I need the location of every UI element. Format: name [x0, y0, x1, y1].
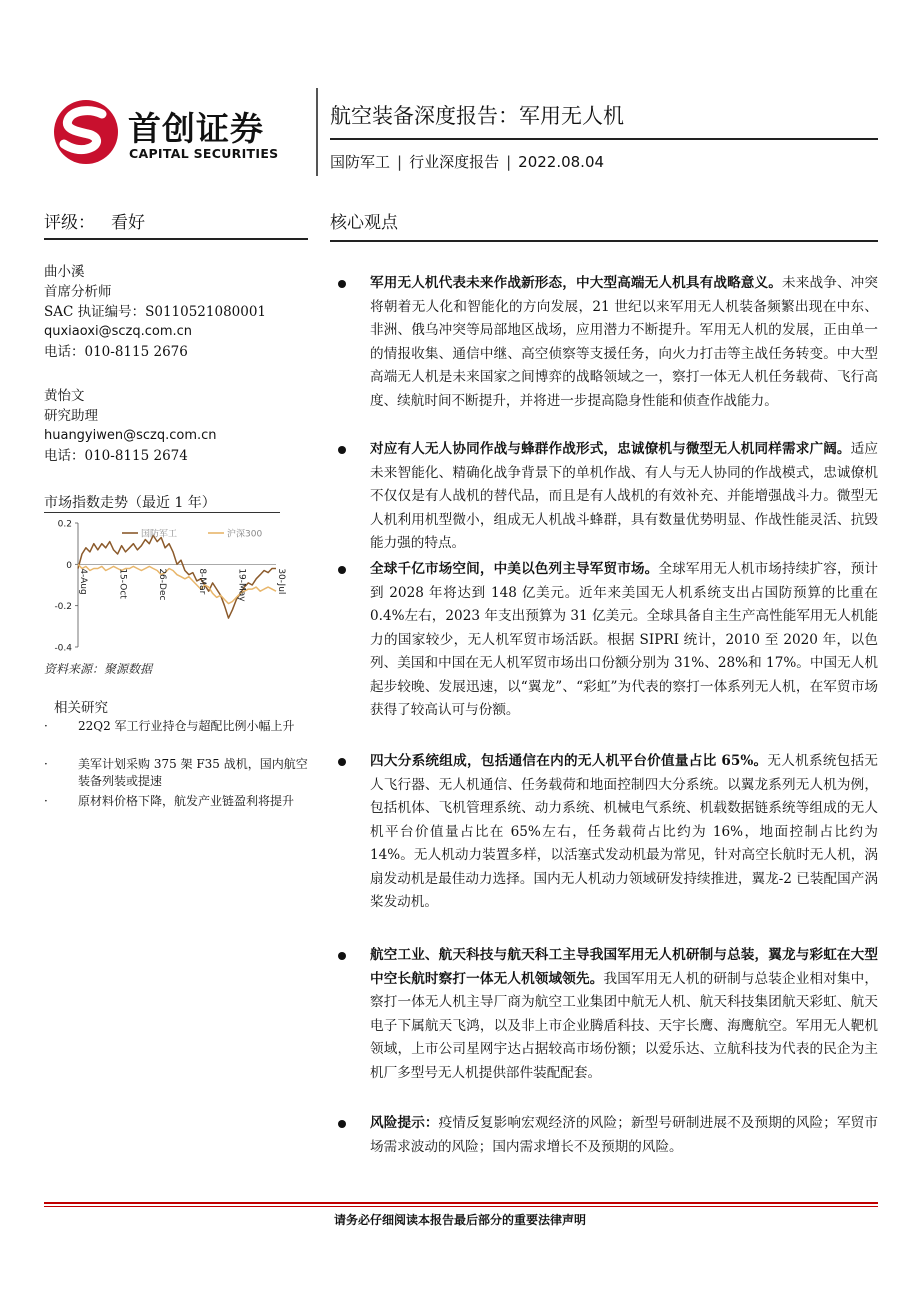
header-rule [330, 138, 878, 140]
bullet-text: 适应未来智能化、精确化战争背景下的单机作战、有人与无人协同的作战模式，忠诚僚机不仅仅是有人战机的替代品，而且是有人战机的有效补充、并能增强战斗力。微型无人机利用机型微小，组成无人机战斗蜂群，具有数量优势明显、作战性能灵活、抗毁能力强的特点。 [370, 441, 878, 551]
report-type-label: 行业深度报告 [409, 153, 500, 171]
bullet-dot-icon [338, 1120, 346, 1128]
related-item[interactable] [44, 718, 308, 754]
analyst-card [44, 262, 266, 362]
footer-rule [44, 1206, 878, 1207]
legend-label: 沪深300 [227, 529, 263, 540]
x-tick-label: 30-Jul [276, 568, 286, 595]
core-rule [330, 240, 878, 242]
bullet-text: 全球军用无人机市场持续扩容，预计到 2028 年将达到 148 亿美元。近年来美国无人机系统支出占国防预算的比重在 0.4%左右，2023 年支出预算为 31 亿美元。全球具备自主生产高性能军用无人机能力的国家较少，无人机军贸市场活跃。根据 SIPRI 统计，2010 至 2020 年，以色列、美国和中国在无人机军贸市场出口份额分别为 31%、28%和 17%。中国无人机起步较晚、发展迅速，以“翼龙”、“彩虹”为代表的察打一体系列无人机，在军贸市场获得了较高认可与份额。 [370, 561, 879, 718]
footer-rule [44, 1202, 878, 1204]
analyst-email[interactable]: huangyiwen@sczq.com.cn [44, 428, 217, 443]
header-subtitle [330, 151, 604, 172]
bullet-headline: 军用无人机代表未来作战新形态，中大型高端无人机具有战略意义。 [370, 275, 783, 291]
bullet-text: 疫情反复影响宏观经济的风险；新型号研制进展不及预期的风险；军贸市场需求波动的风险；国内需求增长不及预期的风险。 [370, 1115, 879, 1155]
logo-english-name: CAPITAL SECURITIES [129, 146, 279, 161]
legend-label: 国防军工 [141, 529, 178, 540]
analyst-name: 黄怡文 [44, 388, 85, 404]
analyst-email[interactable]: quxiaoxi@sczq.com.cn [44, 324, 193, 339]
chart-source: 资料来源：聚源数据 [44, 662, 153, 676]
y-tick-label: 0 [66, 560, 72, 571]
x-tick-label: 15-Oct [117, 568, 128, 599]
rating-label: 评级： [44, 213, 95, 233]
chart-title: 市场指数走势（最近 1 年） [44, 495, 216, 511]
separator: | [397, 153, 403, 171]
report-date: 2022.08.04 [518, 153, 605, 171]
bullet-headline: 风险提示： [370, 1115, 439, 1131]
related-item[interactable] [44, 793, 308, 829]
bullet-dot-icon [338, 280, 346, 288]
analyst-card [44, 386, 217, 466]
rating-value: 看好 [111, 213, 145, 233]
core-viewpoints-title: 核心观点 [330, 213, 398, 233]
y-tick-label: -0.4 [54, 643, 72, 654]
analyst-title: 研究助理 [44, 408, 98, 424]
bullet-headline: 对应有人无人协同作战与蜂群作战形式，忠诚僚机与微型无人机同样需求广阔。 [370, 441, 851, 457]
bullet-dot-icon [338, 758, 346, 766]
x-tick-label: 19-May [236, 568, 247, 602]
footer-disclaimer: 请务必仔细阅读本报告最后部分的重要法律声明 [333, 1213, 586, 1227]
y-tick-label: -0.2 [54, 602, 72, 613]
analyst-phone: 电话：010-8115 2676 [44, 344, 188, 360]
analyst-name: 曲小溪 [44, 264, 85, 280]
bullet-dot-icon [338, 566, 346, 574]
chart-rule [44, 512, 280, 513]
bullet-headline: 航空工业、航天科技与航天科工主导我国军用无人机研制与总装，翼龙与彩虹在大型中空长航时察打一体无人机领域领先。 [370, 947, 878, 987]
bullet-headline: 四大分系统组成，包括通信在内的无人机平台价值量占比 65%。 [370, 753, 768, 769]
separator: | [506, 153, 512, 171]
sector-label: 国防军工 [330, 153, 391, 171]
rating [44, 208, 145, 233]
analyst-title: 首席分析师 [44, 284, 112, 300]
related-item-text: 22Q2 军工行业持仓与超配比例小幅上升 [78, 719, 295, 733]
x-tick-label: 8-Mar [196, 568, 207, 595]
bullet-text: 未来战争、冲突将朝着无人化和智能化的方向发展，21 世纪以来军用无人机装备频繁出现在中东、非洲、俄乌冲突等局部地区战场，应用潜力不断提升。军用无人机的发展，正由单一的情报收集、通信中继、高空侦察等支援任务，向火力打击等主战任务转变。中大型高端无人机是未来国家之间博弈的战略领域之一，察打一体无人机任务载荷、飞行高度、续航时间不断提升，并将进一步提高隐身性能和侦查作战能力。 [370, 275, 879, 409]
header-divider [316, 88, 318, 176]
x-tick-label: 4-Aug [78, 568, 88, 595]
bullet-dot: · [44, 757, 48, 771]
related-item-text: 美军计划采购 375 架 F35 战机，国内航空装备列装或提速 [78, 757, 308, 788]
bullet-dot: · [44, 719, 48, 733]
bullet-dot-icon [338, 446, 346, 454]
related-item[interactable] [44, 756, 308, 792]
analyst-sac: SAC 执证编号：S0110521080001 [44, 304, 267, 320]
related-research-title: 相关研究 [54, 700, 108, 716]
logo-chinese-name: 首创证券 [128, 109, 264, 148]
x-tick-label: 26-Dec [157, 568, 168, 601]
market-index-chart [40, 515, 290, 657]
analyst-phone: 电话：010-8115 2674 [44, 448, 188, 464]
rating-rule [44, 238, 308, 240]
report-title: 航空装备深度报告：军用无人机 [330, 104, 624, 128]
bullet-dot: · [44, 794, 48, 808]
bullet-text: 无人机系统包括无人飞行器、无人机通信、任务载荷和地面控制四大分系统。以翼龙系列无人机为例，包括机体、飞机管理系统、动力系统、机械电气系统、机载数据链系统等组成的无人机平台价值量占比在 65%左右，任务载荷占比约为 16%，地面控制占比约为 14%。无人机动力装置多样，以活塞式发动机最为常见，针对高空长航时无人机，涡扇发动机是最佳动力选择。国内无人机动力领域研发持续推进，翼龙-2 已装配国产涡桨发动机。 [370, 753, 878, 910]
related-item-text: 原材料价格下降，航发产业链盈利将提升 [78, 794, 295, 808]
bullet-text: 我国军用无人机的研制与总装企业相对集中，察打一体无人机主导厂商为航空工业集团中航无人机、航天科技集团航天彩虹、航天电子下属航天飞鸿，以及非上市企业腾盾科技、天宇长鹰、海鹰航空。军用无人靶机领域，上市公司星网宇达占据较高市场份额；以爱乐达、立航科技为代表的民企为主机厂多型号无人机提供部件装配配套。 [370, 970, 878, 1081]
y-tick-label: 0.2 [57, 519, 72, 530]
bullet-dot-icon [338, 952, 346, 960]
bullet-headline: 全球千亿市场空间，中美以色列主导军贸市场。 [370, 561, 659, 577]
